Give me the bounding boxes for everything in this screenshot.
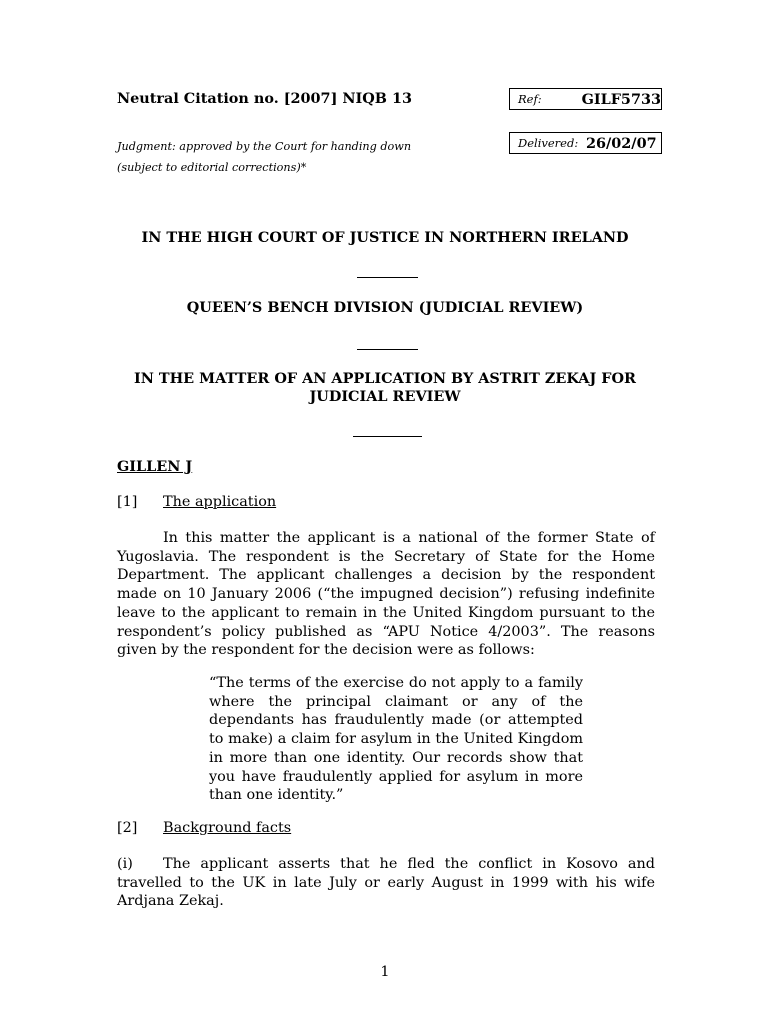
judgment-note: [117, 136, 411, 178]
page-number: 1: [380, 964, 390, 980]
delivered-value: 26/02/07: [586, 134, 657, 152]
block-quote: “The terms of the exercise do not apply to a family where the principal claimant or any of the dependants has fraudulently made (or attempted to make) a claim for asylum in the United Kingdom in more than one identity. Our records show that you have fraudulently applied for asylum in more than one identity.”: [209, 675, 583, 804]
separator-rule: [353, 436, 422, 437]
ref-value: GILF5733: [581, 90, 661, 108]
matter-heading-line1: IN THE MATTER OF AN APPLICATION BY ASTRIT ZEKAJ FOR: [133, 370, 636, 387]
section-title: The application: [163, 494, 277, 510]
judge-name: GILLEN J: [117, 458, 193, 475]
separator-rule: [357, 349, 418, 350]
subparagraph-text: The applicant asserts that he fled the conflict in Kosovo and travelled to the UK in late July or early August in 1999 with his wife Ardjana Zekaj.: [117, 856, 655, 910]
section-title: Background facts: [163, 820, 292, 836]
judgment-note-line1: Judgment: approved by the Court for handing down: [117, 140, 412, 153]
court-title: IN THE HIGH COURT OF JUSTICE IN NORTHERN IRELAND: [141, 229, 629, 246]
section-body: In this matter the applicant is a national of the former State of Yugoslavia. The respondent is the Secretary of State for the Home Department. The applicant challenges a decision by the respondent made on 10 January 2006 (“the impugned decision”) refusing indefinite leave to the applicant to remain in the United Kingdom pursuant to the respondent’s policy published as “APU Notice 4/2003”. The reasons given by the respondent for the decision were as follows:: [117, 530, 655, 659]
delivered-label: Delivered:: [518, 136, 579, 150]
court-division: QUEEN’S BENCH DIVISION (JUDICIAL REVIEW): [186, 299, 584, 316]
neutral-citation: Neutral Citation no. [2007] NIQB 13: [117, 90, 413, 107]
matter-heading-line2: JUDICIAL REVIEW: [309, 388, 461, 405]
judgment-note-line2: (subject to editorial corrections)*: [117, 161, 307, 174]
delivered-box: [509, 132, 662, 154]
section-number: [2]: [117, 820, 138, 836]
separator-rule: [357, 277, 418, 278]
subparagraph-number: (i): [117, 856, 133, 872]
matter-heading: [0, 370, 770, 406]
ref-box: [509, 88, 662, 110]
section-number: [1]: [117, 494, 138, 510]
subparagraph: [117, 855, 655, 911]
ref-label: Ref:: [518, 92, 542, 106]
